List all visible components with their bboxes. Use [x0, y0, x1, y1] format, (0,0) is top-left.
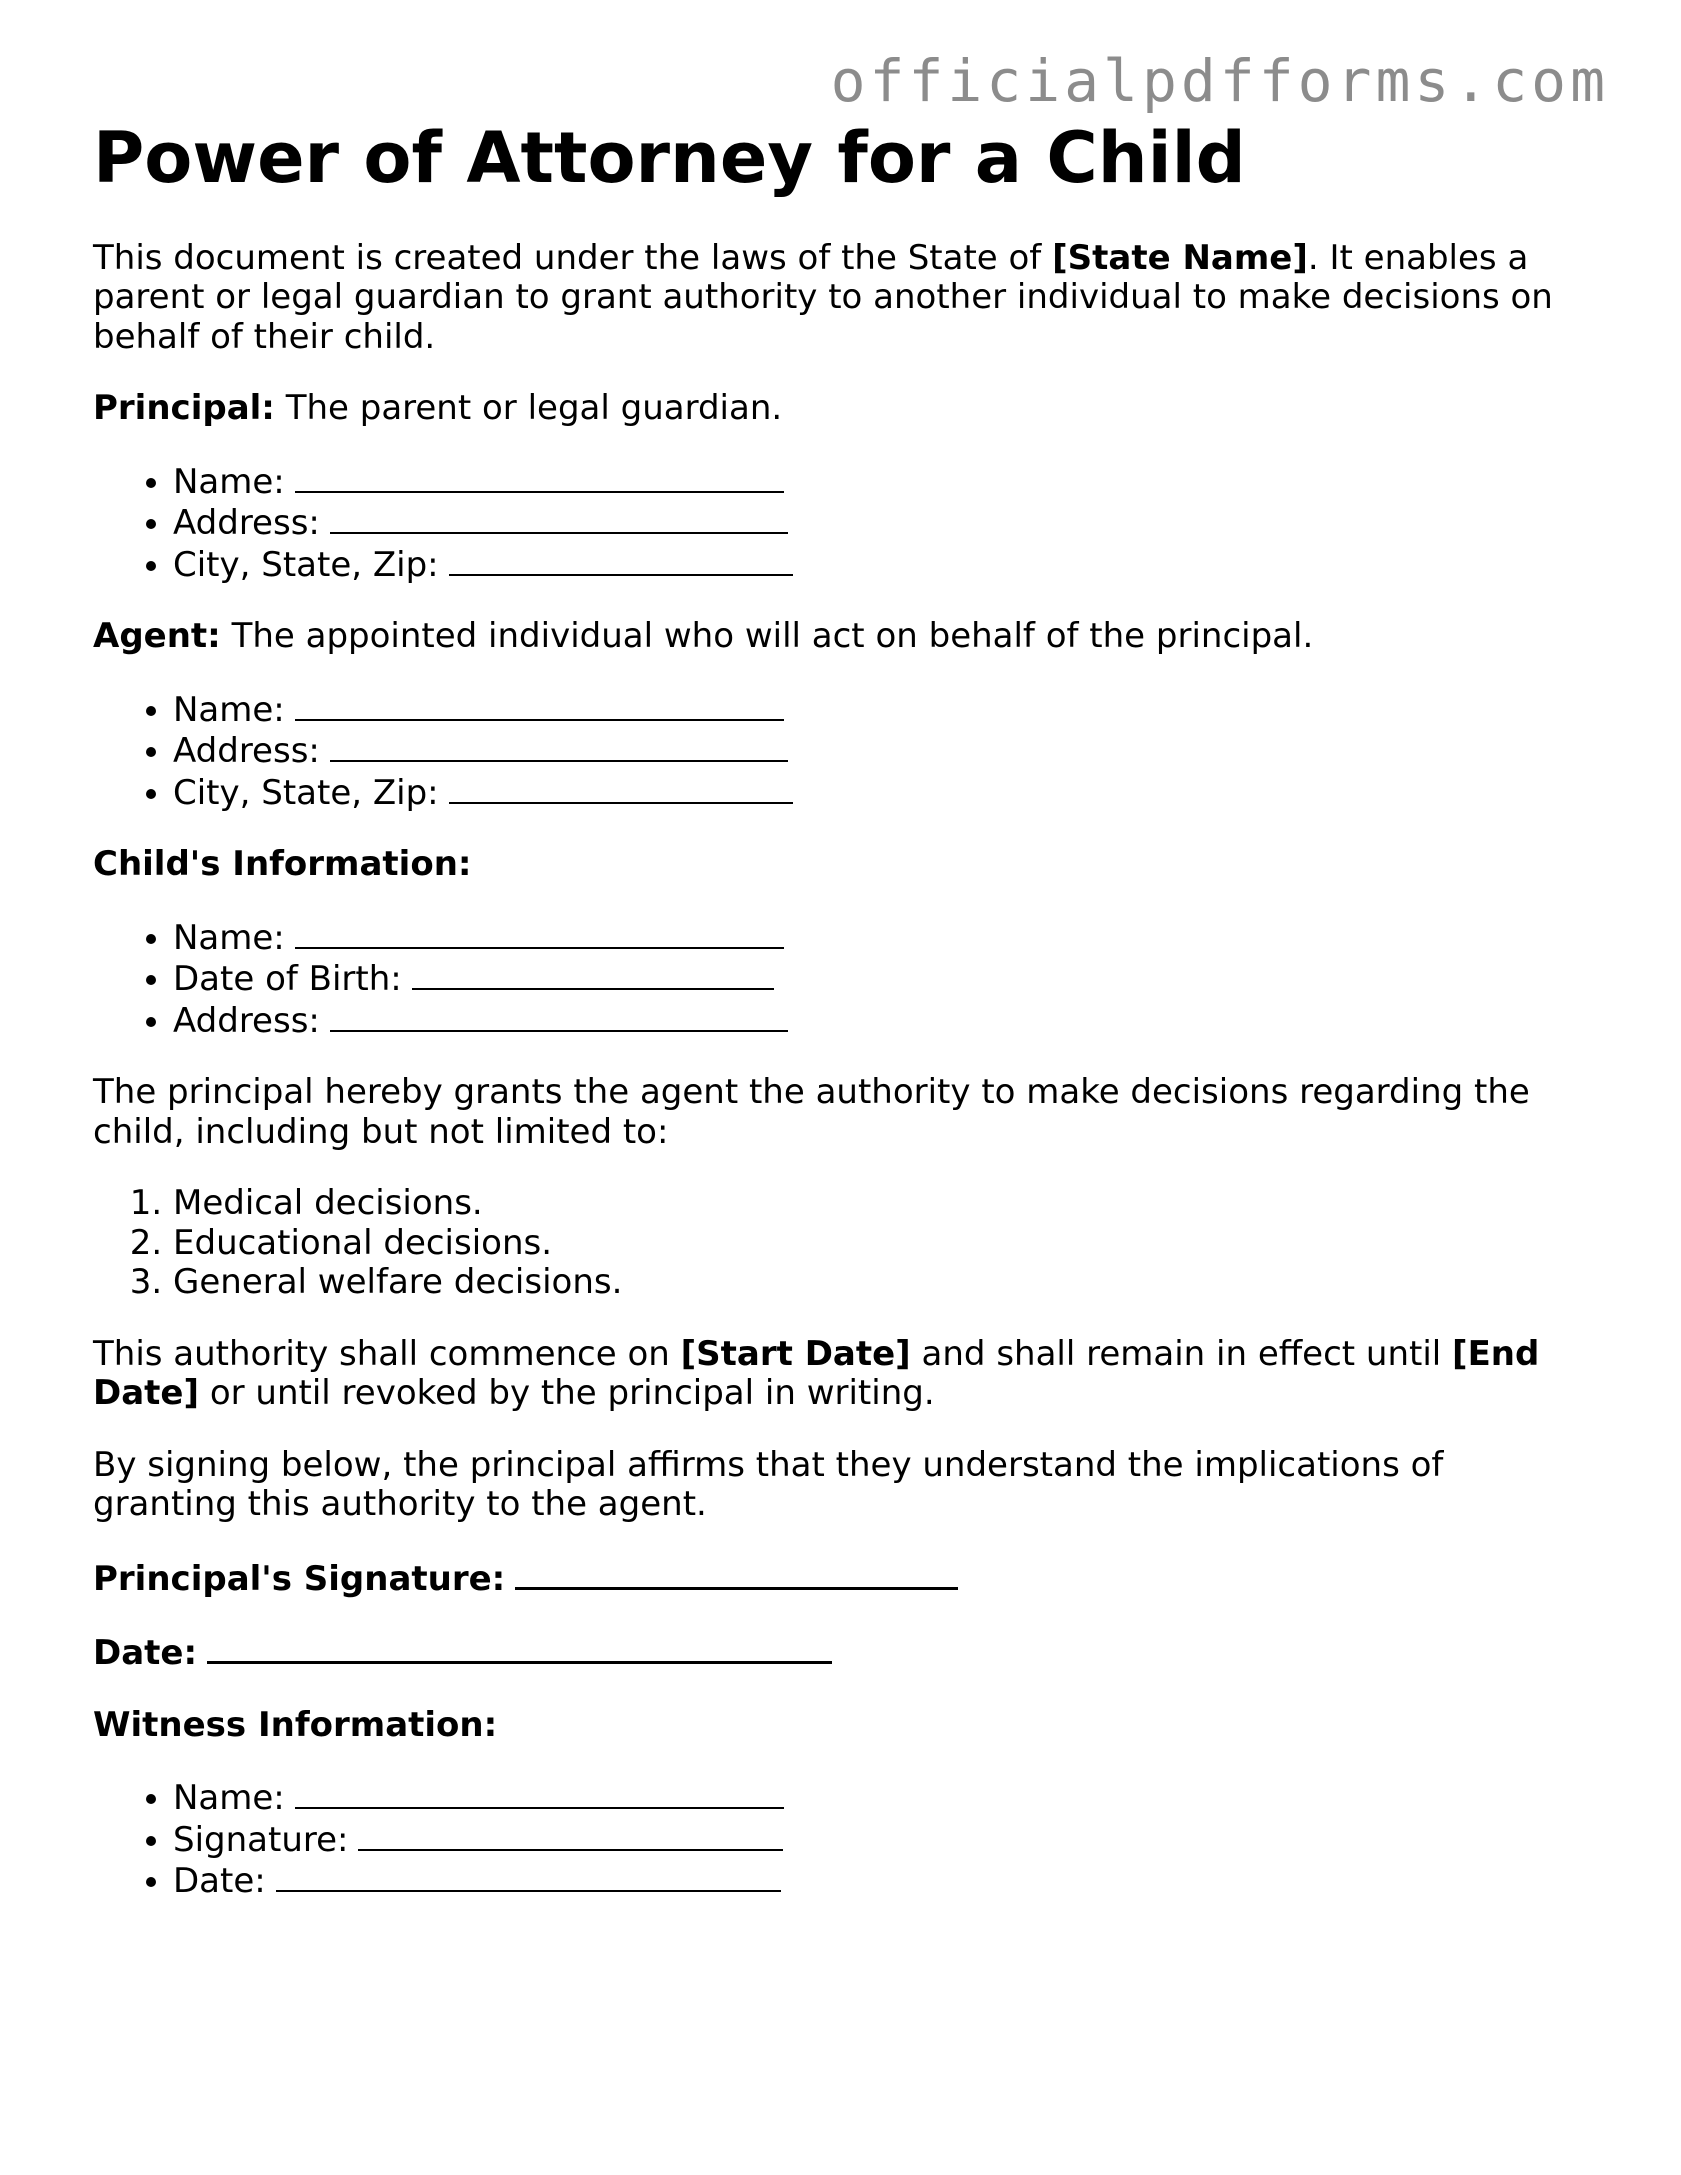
duration-paragraph: [93, 1335, 1593, 1414]
intro-paragraph: [93, 239, 1593, 358]
affirmation-paragraph: By signing below, the principal affirms that they understand the implications of granting this authority to the agent.: [93, 1444, 1444, 1524]
fill-line[interactable]: [449, 544, 793, 576]
field-label: Name:: [173, 917, 285, 958]
fill-line[interactable]: [295, 461, 784, 493]
intro-prefix: This document is created under the laws of the State of: [93, 237, 1053, 278]
field-label: Name:: [173, 1778, 285, 1818]
date-line[interactable]: [93, 1631, 1593, 1674]
child-fields-list: [93, 917, 1593, 1042]
witness-date-field[interactable]: [173, 1860, 1593, 1902]
principal-name-field[interactable]: [173, 461, 1593, 503]
fill-line[interactable]: [295, 917, 784, 949]
fill-line[interactable]: [276, 1860, 781, 1892]
principal-description: The parent or legal guardian.: [274, 388, 783, 428]
document-title: Power of Attorney for a Child: [93, 117, 1246, 199]
fill-line[interactable]: [295, 689, 784, 721]
principal-address-field[interactable]: [173, 502, 1593, 544]
fill-line[interactable]: [449, 772, 793, 804]
field-label: Address:: [173, 503, 320, 543]
principal-signature-line[interactable]: [93, 1557, 1593, 1600]
field-label: City, State, Zip:: [173, 544, 439, 585]
end-date-placeholder: [End Date]: [93, 1333, 1540, 1413]
decision-item: 2. Educational decisions.: [173, 1224, 1593, 1264]
start-date-placeholder: [Start Date]: [680, 1333, 911, 1374]
decision-item: 1. Medical decisions.: [173, 1184, 1593, 1224]
child-dob-field[interactable]: [173, 958, 1593, 1000]
witness-signature-field[interactable]: [173, 1819, 1593, 1861]
witness-fields-list: [93, 1777, 1593, 1902]
agent-city-state-zip-field[interactable]: [173, 772, 1593, 814]
field-label: Signature:: [173, 1819, 349, 1860]
document-page: [93, 118, 1593, 1902]
fill-line[interactable]: [330, 1000, 788, 1032]
principal-signature-label: Principal's Signature:: [93, 1558, 506, 1599]
grant-paragraph: The principal hereby grants the agent the authority to make decisions regarding the child, including but not limited to:: [93, 1072, 1530, 1152]
duration-middle: and shall remain in effect until: [910, 1333, 1453, 1374]
field-label: Date of Birth:: [173, 959, 402, 999]
date-label: Date:: [93, 1633, 198, 1673]
field-label: Name:: [173, 461, 285, 502]
date-fill-line[interactable]: [207, 1631, 832, 1664]
agent-heading: [93, 617, 1593, 657]
child-address-field[interactable]: [173, 1000, 1593, 1042]
field-label: Name:: [173, 689, 285, 730]
child-name-field[interactable]: [173, 917, 1593, 959]
agent-fields-list: [93, 689, 1593, 814]
field-label: City, State, Zip:: [173, 772, 439, 813]
agent-name-field[interactable]: [173, 689, 1593, 731]
field-label: Address:: [173, 731, 320, 771]
field-label: Date:: [173, 1861, 266, 1901]
fill-line[interactable]: [412, 958, 774, 990]
state-name-placeholder: [State Name]: [1052, 237, 1308, 278]
fill-line[interactable]: [295, 1777, 784, 1809]
agent-description: The appointed individual who will act on behalf of the principal.: [220, 616, 1314, 656]
principal-heading: [93, 389, 1593, 429]
fill-line[interactable]: [330, 730, 788, 762]
witness-name-field[interactable]: [173, 1777, 1593, 1819]
agent-label: Agent:: [93, 616, 221, 656]
agent-address-field[interactable]: [173, 730, 1593, 772]
duration-suffix: or until revoked by the principal in writing.: [199, 1373, 935, 1413]
fill-line[interactable]: [358, 1819, 783, 1851]
intro-suffix: . It enables a parent or legal guardian to grant authority to another individual to make decisions on behalf of their child.: [93, 237, 1553, 357]
fill-line[interactable]: [330, 502, 788, 534]
watermark: officialpdfforms.com: [830, 47, 1609, 115]
signature-fill-line[interactable]: [515, 1557, 958, 1590]
field-label: Address:: [173, 1000, 320, 1041]
decision-item: 3. General welfare decisions.: [173, 1263, 1593, 1303]
child-info-heading: Child's Information:: [93, 844, 472, 884]
decisions-list: [93, 1184, 1593, 1303]
principal-city-state-zip-field[interactable]: [173, 544, 1593, 586]
principal-label: Principal:: [93, 388, 275, 428]
witness-info-heading: Witness Information:: [93, 1704, 498, 1745]
duration-prefix: This authority shall commence on: [93, 1333, 681, 1374]
principal-fields-list: [93, 461, 1593, 586]
